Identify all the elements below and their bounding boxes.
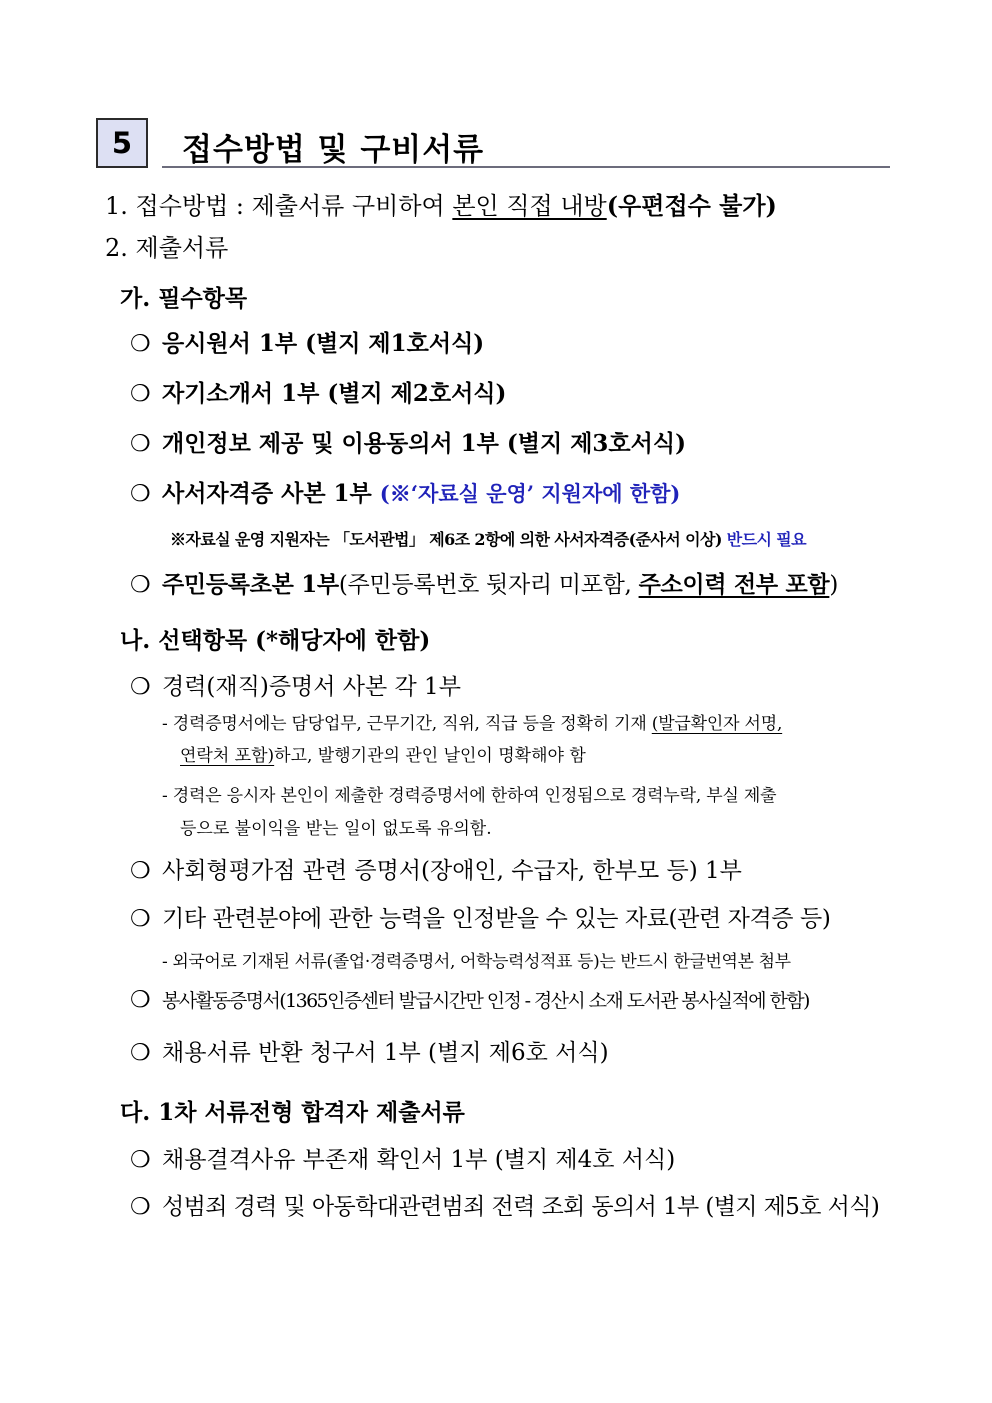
list-item: ❍ 응시원서 1부 (별지 제1호서식) [130,330,485,357]
no-mail-text: (우편접수 불가) [606,191,777,220]
sub-note: 등으로 불이익을 받는 일이 없도록 유의함. [180,819,492,839]
in-person-text: 본인 직접 내방 [452,192,607,220]
sub-note: - 외국어로 기재된 서류(졸업·경력증명서, 어학능력성적표 등)는 반드시 한글번역본 첨부 [162,952,791,972]
circle-bullet-icon: ❍ [130,1147,151,1173]
circle-bullet-icon: ❍ [130,431,151,457]
required-note: 반드시 필요 [726,530,807,549]
list-item: ❍ 자기소개서 1부 (별지 제2호서식) [130,380,507,407]
list-item: ❍ 채용서류 반환 청구서 1부 (별지 제6호 서식) [130,1040,609,1066]
heading-optional: 나. 선택항목 (*해당자에 한함) [120,627,431,654]
circle-bullet-icon: ❍ [130,572,151,598]
heading-required: 가. 필수항목 [120,285,248,312]
circle-bullet-icon: ❍ [130,381,151,407]
section-number: 5 [111,126,133,160]
list-item: ❍ 봉사활동증명서(1365인증센터 발급시간만 인정 - 경산시 소재 도서관 봉사실적에 한함) [130,987,809,1013]
sub-note: 연락처 포함)하고, 발행기관의 관인 날인이 명확해야 함 [180,746,586,766]
list-item: ❍ 사서자격증 사본 1부 (※‘자료실 운영’ 지원자에 한함) [130,480,681,507]
circle-bullet-icon: ❍ [130,1194,151,1220]
list-item: ❍ 개인정보 제공 및 이용동의서 1부 (별지 제3호서식) [130,430,686,457]
circle-bullet-icon: ❍ [130,858,151,884]
license-note: ※자료실 운영 지원자는 「도서관법」 제6조 2항에 의한 사서자격증(준사서 이상) 반드시 필요 [170,530,807,549]
list-item: ❍ 경력(재직)증명서 사본 각 1부 [130,674,461,700]
address-history-text: 주소이력 전부 포함 [638,571,830,598]
circle-bullet-icon: ❍ [130,987,151,1013]
circle-bullet-icon: ❍ [130,481,151,507]
section-divider [162,166,890,168]
sub-note: - 경력증명서에는 담당업무, 근무기간, 직위, 직급 등을 정확히 기재 (발급확인자 서명, [162,714,783,734]
list-item: ❍ 사회형평가점 관련 증명서(장애인, 수급자, 한부모 등) 1부 [130,858,742,884]
circle-bullet-icon: ❍ [130,1040,151,1066]
sub-note: - 경력은 응시자 본인이 제출한 경력증명서에 한하여 인정됨으로 경력누락, 부실 제출 [162,786,777,806]
section-number-box [96,118,148,168]
circle-bullet-icon: ❍ [130,674,151,700]
list-item: ❍ 기타 관련분야에 관한 능력을 인정받을 수 있는 자료(관련 자격증 등) [130,906,831,932]
reading-room-note: (※‘자료실 운영’ 지원자에 한함) [379,481,681,506]
list-item: ❍ 성범죄 경력 및 아동학대관련범죄 전력 조회 동의서 1부 (별지 제5호 서식) [130,1194,880,1220]
heading-pass-documents: 다. 1차 서류전형 합격자 제출서류 [120,1099,465,1126]
item-receipt-method: 1. 접수방법 : 제출서류 구비하여 본인 직접 내방(우편접수 불가) [105,191,777,220]
list-item: ❍ 주민등록초본 1부(주민등록번호 뒷자리 미포함, 주소이력 전부 포함) [130,571,839,598]
circle-bullet-icon: ❍ [130,906,151,932]
item-documents: 2. 제출서류 [105,234,229,262]
section-title: 접수방법 및 구비서류 [182,132,485,168]
circle-bullet-icon: ❍ [130,331,151,357]
list-item: ❍ 채용결격사유 부존재 확인서 1부 (별지 제4호 서식) [130,1147,676,1173]
